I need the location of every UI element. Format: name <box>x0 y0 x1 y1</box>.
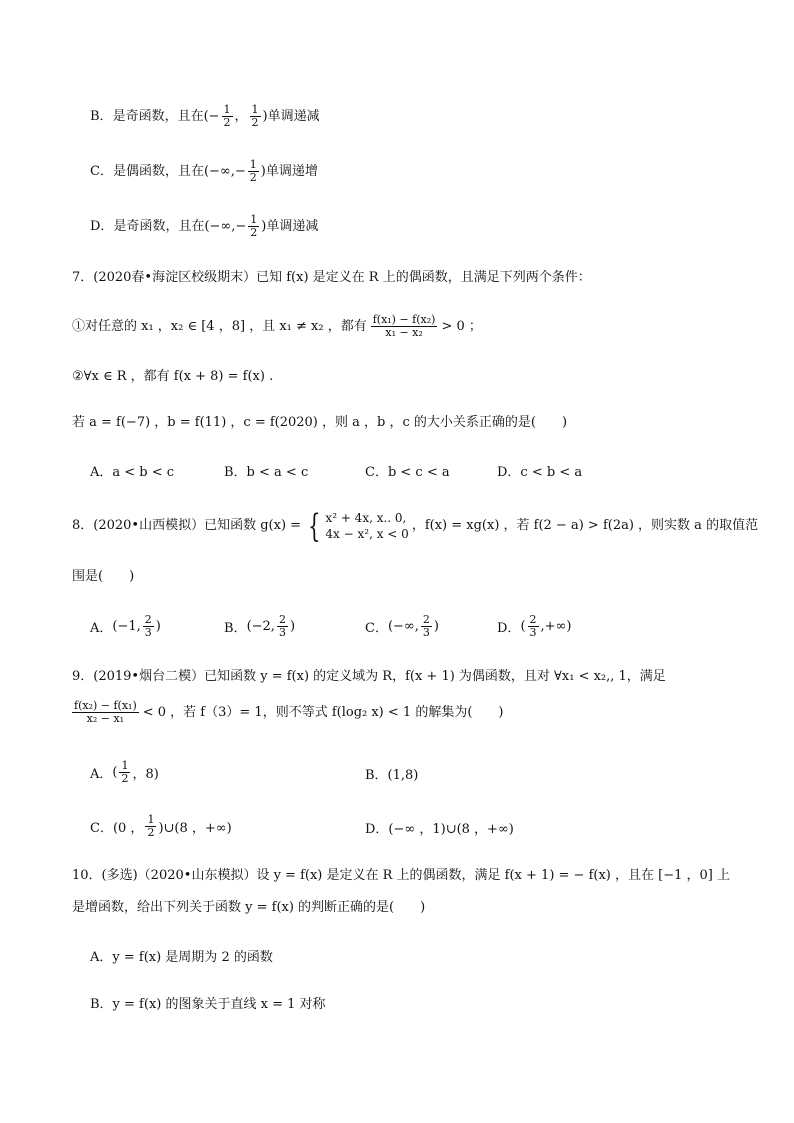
q8-option-a <box>90 614 161 639</box>
denominator: 2 <box>251 116 259 129</box>
option-letter: B． <box>224 621 247 636</box>
option-text: ) <box>155 619 161 634</box>
numerator: f(x₂) − f(x₁) <box>74 699 137 712</box>
fraction <box>248 214 259 239</box>
q8-option-b <box>224 614 295 639</box>
option-letter: C． <box>365 621 388 636</box>
fraction <box>72 700 139 725</box>
option-text: ,+∞) <box>540 619 572 634</box>
numerator: 1 <box>223 103 231 116</box>
fraction <box>248 159 259 184</box>
option-text: ( <box>520 619 526 634</box>
denominator: 3 <box>278 626 286 639</box>
fraction <box>421 614 432 639</box>
q7-option-a: A．a < b < c <box>90 465 175 480</box>
option-letter: D． <box>497 621 521 636</box>
denominator: x₁ − x₂ <box>385 326 423 339</box>
option-letter: C． <box>90 163 113 179</box>
option-text: )单调递减 <box>262 108 320 124</box>
denominator: x₂ − x₁ <box>86 712 125 725</box>
case-2: 4x − x², x < 0 <box>325 527 409 541</box>
q7-option-b: B．b < a < c <box>224 465 309 480</box>
q7-given: 若 a = f(−7) ，b = f(11) ，c = f(2020) ，则 a ，b ，c 的大小关系正确的是( ) <box>72 415 568 430</box>
q10-stem: 10．(多选)（2020•山东模拟）设 y = f(x) 是定义在 R 上的偶函数，满足 f(x + 1) = − f(x) ，且在 [−1 ，0] 上 <box>72 868 730 883</box>
q7-option-c: C．b < c < a <box>365 465 450 480</box>
q9-option-d: D．(−∞ ，1)∪(8 ，+∞) <box>365 822 514 837</box>
numerator: 1 <box>251 103 259 116</box>
numerator: 2 <box>529 613 537 626</box>
condition-text: ①对任意的 x₁ ，x₂ ∈ [4 ，8] ，且 x₁ ≠ x₂ ，都有 <box>72 318 367 334</box>
q9-option-a <box>90 760 159 785</box>
q8-stem <box>72 507 759 545</box>
fraction <box>143 614 154 639</box>
case-1: x² + 4x, x.. 0, <box>325 511 407 525</box>
denominator: 2 <box>147 826 155 839</box>
q10-option-a: A．y = f(x) 是周期为 2 的函数 <box>90 950 273 965</box>
piecewise-function <box>304 507 409 545</box>
q9-stem: 9．(2019•烟台二模）已知函数 y = f(x) 的定义域为 R，f(x + 1) 为偶函数，且对 ∀x₁ < x₂,, 1，满足 <box>72 669 666 684</box>
numerator: 2 <box>422 613 430 626</box>
q7-condition-1 <box>72 314 482 339</box>
numerator: 1 <box>250 213 258 226</box>
option-text: )单调递增 <box>260 163 318 179</box>
option-text: 是奇函数，且在(− <box>112 108 220 124</box>
denominator: 2 <box>223 116 231 129</box>
option-letter: D． <box>90 218 114 234</box>
option-text: (−2, <box>246 619 275 634</box>
option-text: ， <box>234 108 248 124</box>
denominator: 3 <box>144 626 152 639</box>
q8-option-d <box>497 614 571 639</box>
fraction <box>250 104 261 129</box>
cases <box>325 510 408 542</box>
q8-option-c <box>365 614 439 639</box>
q8-stem-line2: 围是( ) <box>72 569 135 584</box>
q10-stem-line2: 是增函数，给出下列关于函数 y = f(x) 的判断正确的是( ) <box>72 900 426 915</box>
option-text: ( <box>112 765 118 780</box>
option-text: ，8) <box>132 767 159 782</box>
denominator: 2 <box>250 226 258 239</box>
option-text: (−1, <box>112 619 141 634</box>
option-text: 是奇函数，且在(−∞,− <box>113 218 247 234</box>
denominator: 2 <box>249 171 257 184</box>
numerator: 1 <box>249 158 257 171</box>
option-text: (0 ， <box>112 821 144 836</box>
numerator: 2 <box>278 613 286 626</box>
fraction <box>119 760 130 785</box>
q6-option-b <box>90 104 320 129</box>
numerator: 2 <box>144 613 152 626</box>
option-text: )单调递减 <box>261 218 319 234</box>
q6-option-d <box>90 214 318 239</box>
condition-text: > 0 ； <box>441 318 482 334</box>
denominator: 3 <box>529 626 537 639</box>
denominator: 3 <box>422 626 430 639</box>
q10-option-b: B．y = f(x) 的图象关于直线 x = 1 对称 <box>90 997 326 1012</box>
option-text: ) <box>289 619 296 634</box>
numerator: 1 <box>121 759 129 772</box>
q7-condition-2: ②∀x ∈ R ，都有 f(x + 8) = f(x) . <box>72 369 274 384</box>
fraction <box>145 814 156 839</box>
option-text: (−∞, <box>387 619 419 634</box>
q9-option-c <box>90 814 232 839</box>
fraction <box>277 614 288 639</box>
fraction <box>528 614 539 639</box>
q9-stem-line2 <box>72 700 503 725</box>
q9-option-b: B．(1,8) <box>365 768 419 783</box>
option-text: ) <box>433 619 439 634</box>
option-text: 是偶函数，且在(−∞,− <box>112 163 246 179</box>
numerator: 1 <box>147 813 155 826</box>
q6-option-c <box>90 159 318 184</box>
stem-text: 8．(2020•山西模拟）已知函数 g(x) = <box>72 518 302 533</box>
stem-text: ，f(x) = xg(x) ，若 f(2 − a) > f(2a) ，则实数 a 的取值范 <box>411 518 759 533</box>
fraction <box>371 314 438 339</box>
option-letter: A． <box>90 621 113 636</box>
option-letter: C． <box>90 821 113 836</box>
q7-option-d: D．c < b < a <box>497 465 583 480</box>
option-letter: A． <box>90 767 113 782</box>
brace-symbol: { <box>308 507 321 545</box>
denominator: 2 <box>121 772 129 785</box>
stem-text: < 0 ，若 f（3）= 1，则不等式 f(log₂ x) < 1 的解集为( ) <box>142 704 504 720</box>
option-text: )∪(8 ，+∞) <box>158 821 232 836</box>
option-letter: B． <box>90 108 113 124</box>
numerator: f(x₁) − f(x₂) <box>372 313 436 326</box>
q7-stem: 7．(2020春•海淀区校级期末）已知 f(x) 是定义在 R 上的偶函数，且满足下列两个条件： <box>72 270 591 285</box>
fraction <box>222 104 233 129</box>
